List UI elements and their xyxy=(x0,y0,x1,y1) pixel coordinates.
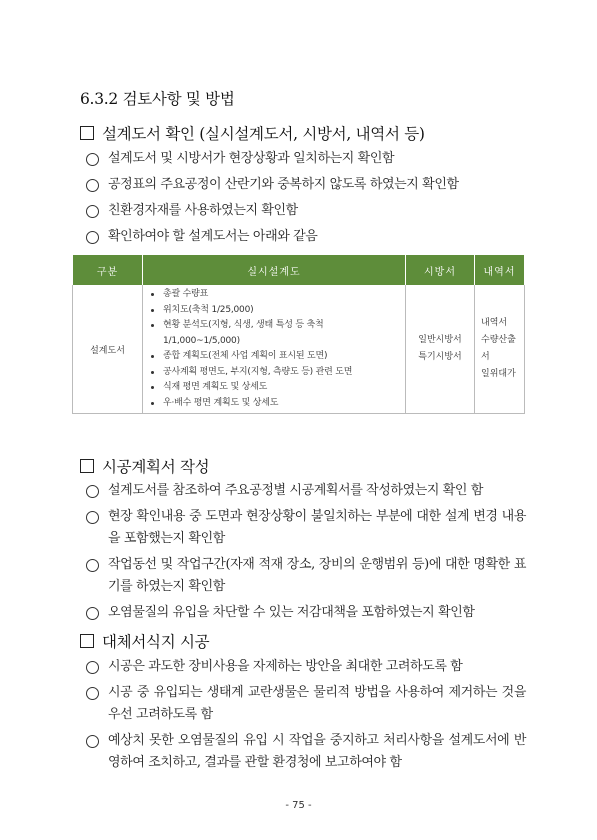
list-item-text: 친환경자재를 사용하였는지 확인함 xyxy=(108,203,298,218)
list-item xyxy=(86,506,526,550)
table-cell-category: 설계도서 xyxy=(73,285,143,414)
table-header-category: 구분 xyxy=(73,255,143,285)
list-item-text: 공정표의 주요공정이 산란기와 중복하지 않도록 하였는지 확인함 xyxy=(108,177,459,192)
drawing-item-text: 종합 계획도(전체 사업 계획이 표시된 도면) xyxy=(163,351,328,361)
detail-item: 일위대가 xyxy=(481,369,516,379)
drawing-item-text: 우·배수 평면 계획도 및 상세도 xyxy=(163,397,279,408)
drawings-list xyxy=(149,287,399,411)
bullet-icon xyxy=(151,324,154,327)
table-header-drawings: 실시설계도 xyxy=(143,255,406,285)
checkbox-icon xyxy=(80,126,94,140)
circle-bullet-icon xyxy=(86,179,99,192)
list-item-text: 오염물질의 유입을 차단할 수 있는 저감대책을 포함하였는지 확인함 xyxy=(108,605,475,620)
circle-bullet-icon xyxy=(86,153,99,166)
list-item xyxy=(149,396,399,412)
list-item xyxy=(86,730,526,774)
spec-item: 특기시방서 xyxy=(418,352,462,362)
circle-bullet-icon xyxy=(86,661,99,674)
design-documents-table xyxy=(72,255,525,414)
detail-item: 수량산출서 xyxy=(481,335,516,362)
section-title-alternative-habitat xyxy=(80,630,209,652)
table-cell-specs xyxy=(406,285,475,414)
checkbox-icon xyxy=(80,459,94,473)
list-item-text: 시공은 과도한 장비사용을 자제하는 방안을 최대한 고려하도록 함 xyxy=(108,659,463,674)
table-header-row xyxy=(73,255,525,285)
list-item xyxy=(86,148,526,170)
bullet-icon xyxy=(151,355,154,358)
list-item xyxy=(86,174,526,196)
bullet-icon xyxy=(151,293,154,296)
list-item-text: 설계도서를 참조하여 주요공정별 시공계획서를 작성하였는지 확인 함 xyxy=(108,483,483,498)
section-heading: 6.3.2 검토사항 및 방법 xyxy=(80,90,235,108)
list-item-text: 현장 확인내용 중 도면과 현장상황이 불일치하는 부분에 대한 설계 변경 내용을 포함했는지 확인함 xyxy=(108,509,526,546)
list-item-text: 작업동선 및 작업구간(자재 적재 장소, 장비의 운행범위 등)에 대한 명확한 표기를 하였는지 확인함 xyxy=(108,557,526,594)
section-title-construction-plan xyxy=(80,455,209,477)
circle-bullet-icon xyxy=(86,687,99,700)
list-item xyxy=(86,554,526,598)
list-item-text: 설계도서 및 시방서가 현장상황과 일치하는지 확인함 xyxy=(108,151,395,166)
list-item xyxy=(149,287,399,303)
circle-bullet-icon xyxy=(86,607,99,620)
table-cell-details xyxy=(475,285,525,414)
bullet-icon xyxy=(151,371,154,374)
list-item xyxy=(86,200,526,222)
section-title-text: 대체서식지 시공 xyxy=(102,633,210,651)
checkbox-icon xyxy=(80,634,94,648)
list-item xyxy=(86,682,526,726)
page-number: - 75 - xyxy=(285,800,312,811)
section-title-text: 설계도서 확인 (실시설계도서, 시방서, 내역서 등) xyxy=(102,125,425,143)
list-item xyxy=(149,318,399,349)
drawing-item-text: 공사계획 평면도, 부지(지형, 측량도 등) 관련 도면 xyxy=(163,366,353,377)
list-item xyxy=(149,365,399,381)
circle-bullet-icon xyxy=(86,559,99,572)
table-cell-drawings xyxy=(143,285,406,414)
list-item xyxy=(86,656,526,678)
list-item xyxy=(86,226,526,248)
list-item-text: 시공 중 유입되는 생태계 교란생물은 물리적 방법을 사용하여 제거하는 것을 우선 고려하도록 함 xyxy=(108,685,526,722)
detail-item: 내역서 xyxy=(481,318,508,328)
table-header-details: 내역서 xyxy=(475,255,525,285)
list-item xyxy=(86,602,526,624)
bullet-icon xyxy=(151,402,154,405)
drawing-item-text: 위치도(축척 1/25,000) xyxy=(163,304,254,315)
circle-bullet-icon xyxy=(86,735,99,748)
list-item xyxy=(149,380,399,396)
circle-bullet-icon xyxy=(86,485,99,498)
drawing-item-text: 총괄 수량표 xyxy=(163,289,209,299)
section-title-text: 시공계획서 작성 xyxy=(102,458,210,476)
drawing-item-text: 현황 분석도(지형, 식생, 생태 특성 등 축척 1/1,000~1/5,000) xyxy=(163,320,324,346)
spec-item: 일반시방서 xyxy=(418,335,462,345)
circle-bullet-icon xyxy=(86,511,99,524)
table-header-specs: 시방서 xyxy=(406,255,475,285)
bullet-icon xyxy=(151,309,154,312)
list-item-text: 확인하여야 할 설계도서는 아래와 같음 xyxy=(108,229,318,244)
section-title-design-docs xyxy=(80,122,425,144)
list-item xyxy=(86,480,526,502)
circle-bullet-icon xyxy=(86,231,99,244)
circle-bullet-icon xyxy=(86,205,99,218)
bullet-icon xyxy=(151,386,154,389)
list-item xyxy=(149,303,399,319)
list-item xyxy=(149,349,399,365)
drawing-item-text: 식재 평면 계획도 및 상세도 xyxy=(163,382,268,392)
list-item-text: 예상치 못한 오염물질의 유입 시 작업을 중지하고 처리사항을 설계도서에 반영하여 조치하고, 결과를 관할 환경청에 보고하여야 함 xyxy=(108,733,526,770)
table-row xyxy=(73,285,525,414)
